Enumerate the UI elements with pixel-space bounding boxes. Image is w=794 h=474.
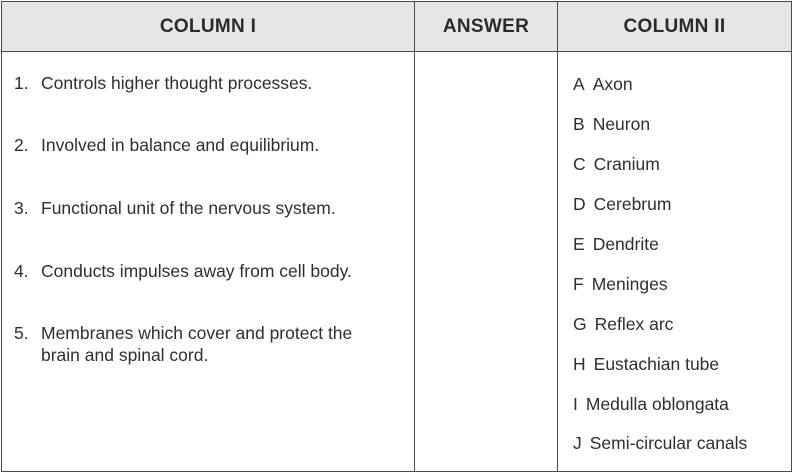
option-text: Dendrite — [592, 234, 659, 254]
option-letter: A — [573, 74, 585, 94]
option-text: Neuron — [592, 114, 651, 134]
question-item — [14, 322, 352, 366]
option-item — [573, 313, 673, 335]
header-column-2: COLUMN II — [623, 16, 726, 37]
option-text: Semi-circular canals — [589, 433, 748, 453]
option-letter: B — [573, 114, 585, 134]
option-letter: C — [573, 154, 586, 174]
option-item — [573, 193, 671, 215]
option-item — [573, 393, 729, 415]
option-item — [573, 432, 747, 454]
option-text: Axon — [592, 74, 633, 94]
question-item — [14, 197, 336, 219]
option-item — [573, 113, 650, 135]
option-letter: G — [573, 314, 587, 334]
option-text: Medulla oblongata — [585, 394, 729, 414]
option-item — [573, 353, 719, 375]
option-letter: E — [573, 234, 585, 254]
question-number: 4. — [14, 261, 29, 281]
option-item — [573, 153, 660, 175]
option-letter: J — [573, 433, 582, 453]
option-text: Cerebrum — [593, 194, 672, 214]
question-text-continued: brain and spinal cord. — [41, 345, 209, 365]
question-item — [14, 260, 352, 282]
question-text: Conducts impulses away from cell body. — [41, 261, 352, 281]
column-divider-1 — [414, 2, 415, 471]
question-number: 2. — [14, 135, 29, 155]
question-text: Controls higher thought processes. — [41, 73, 313, 93]
option-item — [573, 273, 668, 295]
option-text: Reflex arc — [594, 314, 674, 334]
option-text: Meninges — [591, 274, 668, 294]
option-item — [573, 73, 633, 95]
header-column-1: COLUMN I — [159, 16, 257, 37]
question-item — [14, 72, 312, 94]
column-divider-2 — [557, 2, 558, 471]
question-item — [14, 134, 319, 156]
header-answer: ANSWER — [442, 16, 530, 37]
question-number: 1. — [14, 73, 29, 93]
question-number: 5. — [14, 323, 29, 343]
option-letter: D — [573, 194, 586, 214]
option-text: Eustachian tube — [593, 354, 720, 374]
option-letter: H — [573, 354, 586, 374]
option-letter: F — [573, 274, 584, 294]
question-number: 3. — [14, 198, 29, 218]
question-text: Functional unit of the nervous system. — [41, 198, 336, 218]
question-text: Involved in balance and equilibrium. — [41, 135, 320, 155]
option-text: Cranium — [593, 154, 660, 174]
matching-table — [1, 1, 792, 472]
option-letter: I — [573, 394, 578, 414]
option-item — [573, 233, 659, 255]
question-text: Membranes which cover and protect the — [41, 323, 353, 343]
